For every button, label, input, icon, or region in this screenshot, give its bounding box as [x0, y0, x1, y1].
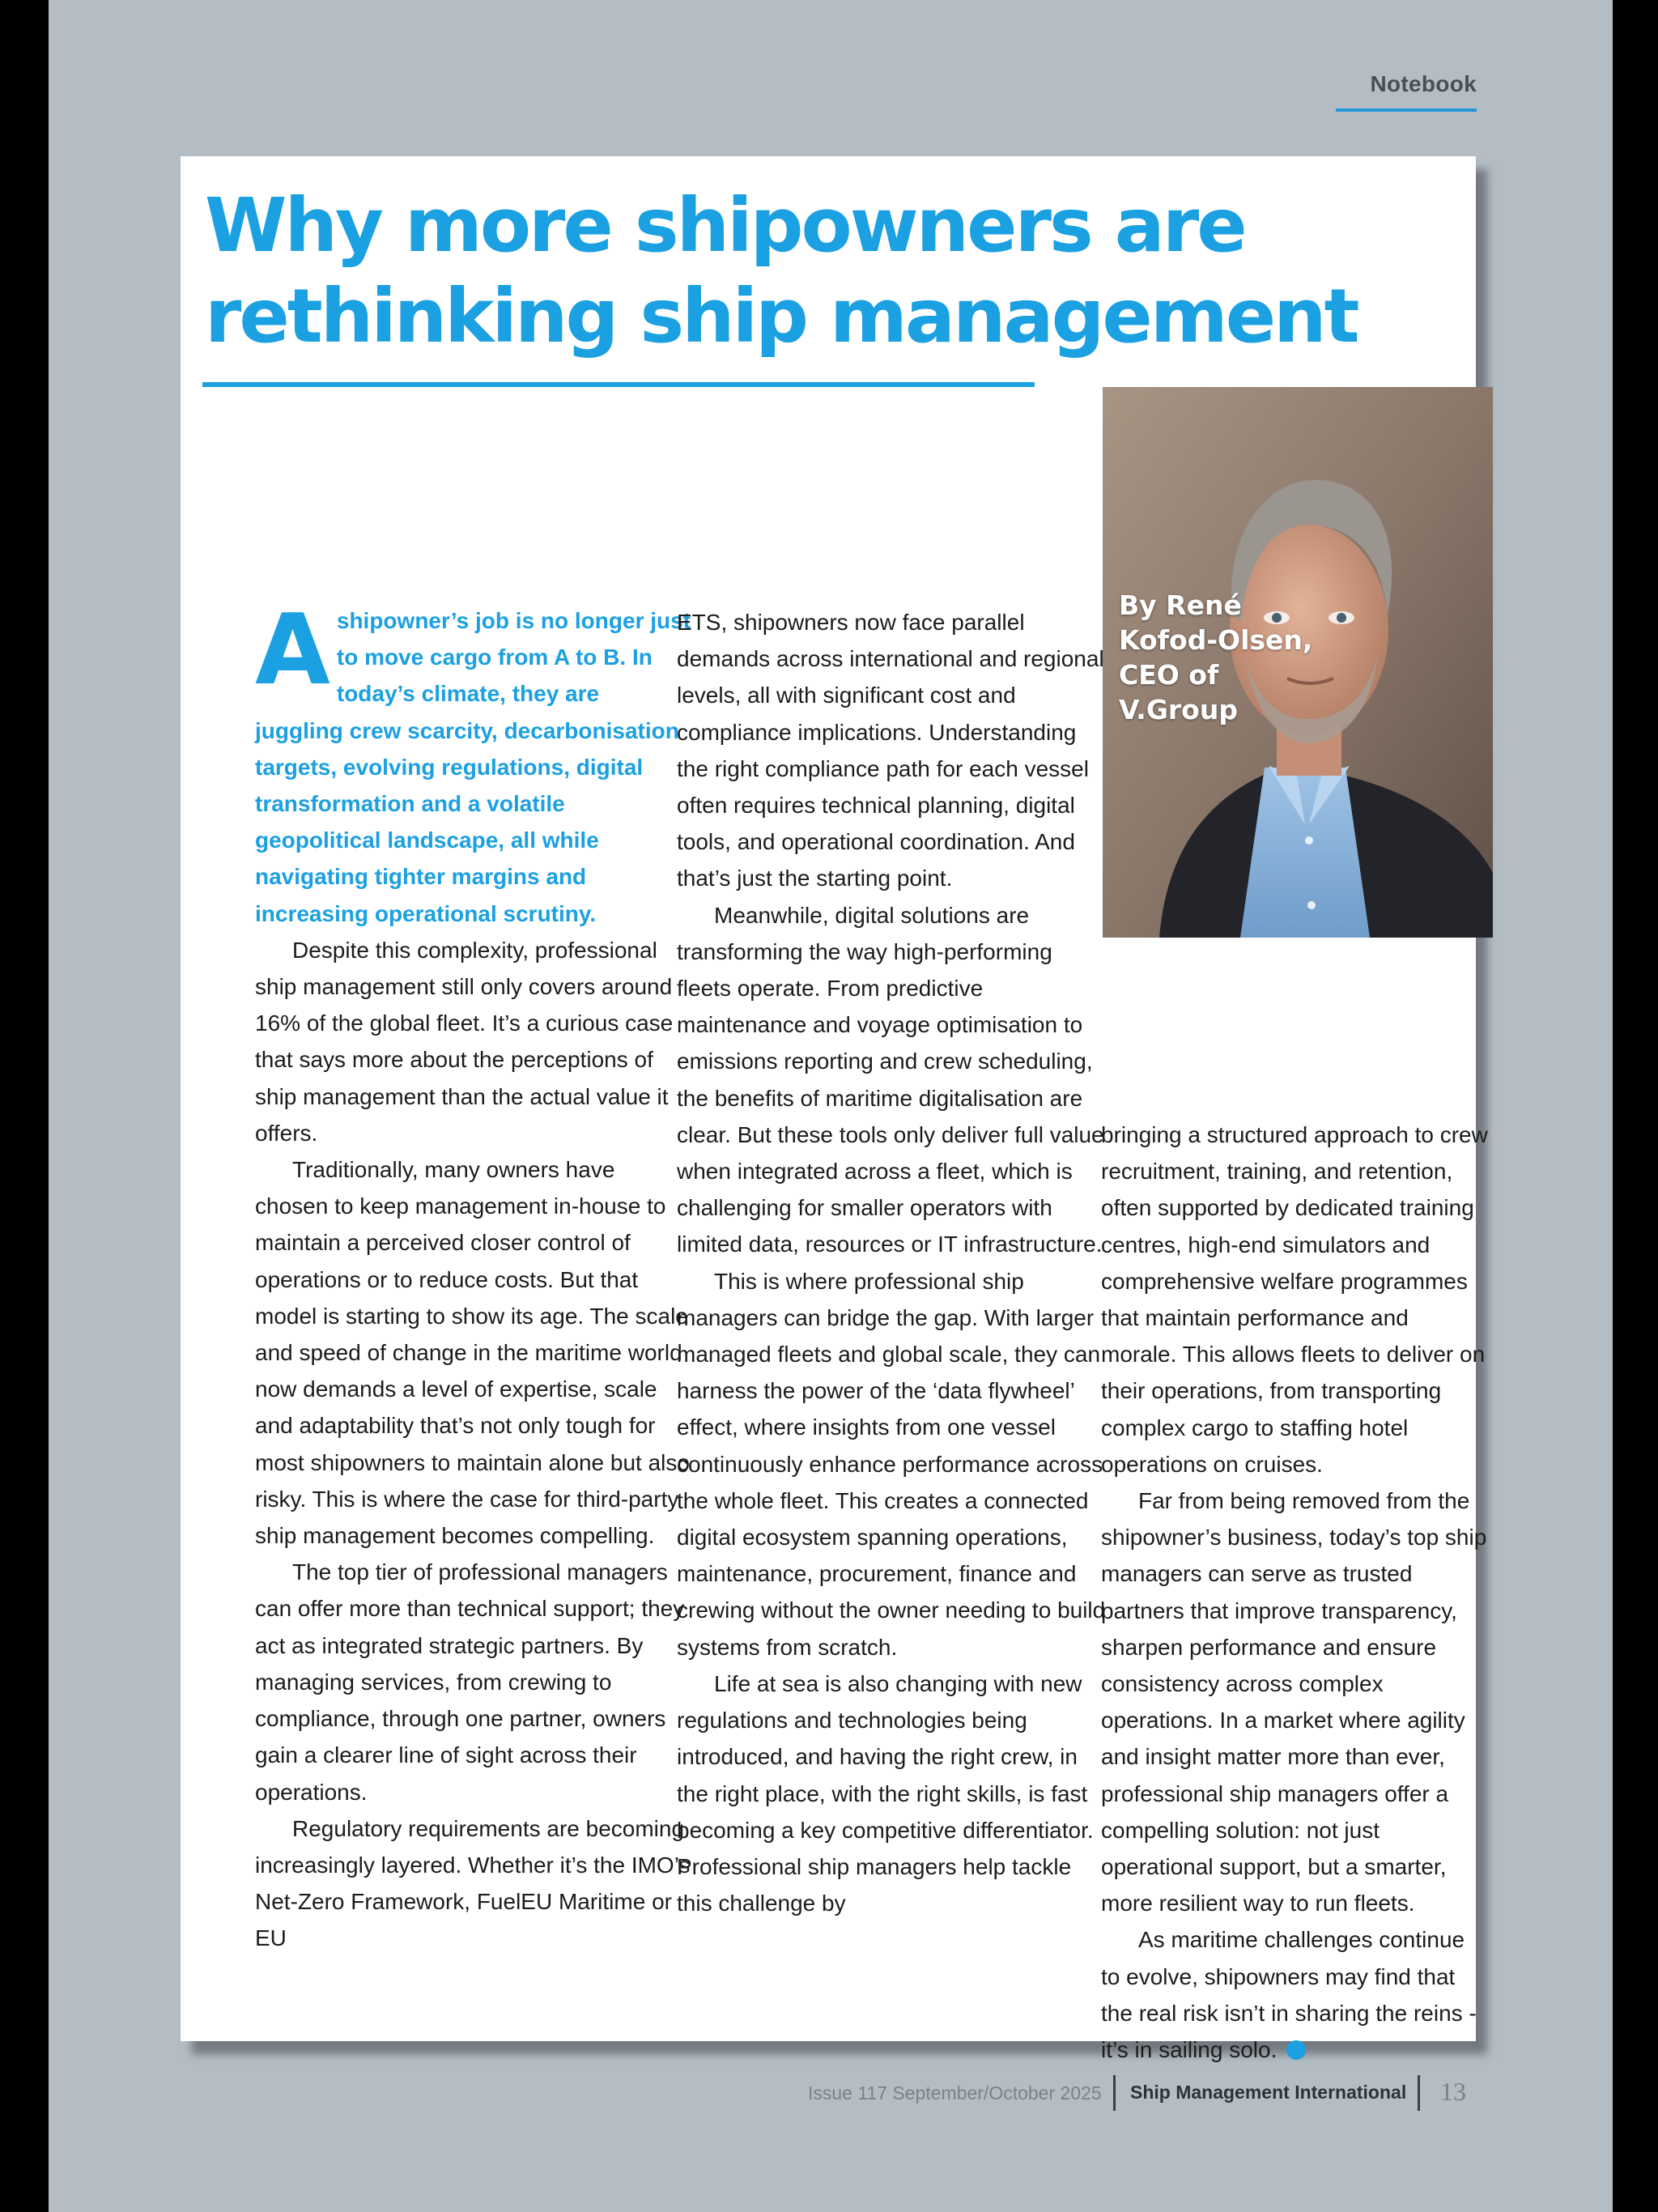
footer-divider	[1418, 2075, 1420, 2111]
paragraph: Meanwhile, digital solutions are transforming the way high-performing fleets operate. From predictive maintenance and voyage optimisation to emissions reporting and crew scheduling, the benefits of maritime digitalisation are clear. But these tools only deliver full value when integrated across a fleet, which is challenging for smaller operators with limited data, resources or IT infrastructure.	[677, 902, 1104, 1257]
paragraph: This is where professional ship managers can bridge the gap. With larger managed fleets and global scale, they can harness the power of the ‘data flywheel’ effect, where insights from one vessel continuously enhance performance across the whole fleet. This creates a connected digital ecosystem spanning operations, maintenance, procurement, finance and crewing without the owner needing to build systems from scratch.	[677, 1268, 1106, 1660]
article-column-1	[255, 594, 692, 1957]
closing-text: As maritime challenges continue to evolve, shipowners may find that the real risk isn’t in sharing the reins - it’s in sailing solo.	[1101, 1927, 1477, 2063]
author-byline: By René Kofod-Olsen, CEO of V.Group	[1119, 589, 1313, 725]
headline-rule	[202, 382, 1035, 387]
paragraph: Far from being removed from the shipowner’s business, today’s top ship managers can serve as trusted partners that improve transparency, sharpen performance and ensure consistency across complex operations. In a market where agility and insight matter more than ever, professional ship managers offer a compelling solution: not just operational support, but a smarter, more resilient way to run fleets.	[1101, 1488, 1487, 1916]
paragraph: Despite this complexity, professional ship management still only covers around 16% of the global fleet. It’s a curious case that says more about the perceptions of ship management than the actual value it offers.	[255, 937, 674, 1146]
lead-text: shipowner’s job is no longer just to move cargo from A to B. In today’s climate, they are juggling crew scarcity, decarbonisation targets, evolving regulations, digital transformation and a volatile geopolitical landscape, all while navigating tighter margins and increasing operational scrutiny.	[255, 608, 691, 926]
paragraph: ETS, shipowners now face parallel demands across international and regional levels, all with significant cost and compliance implications. Understanding the right compliance path for each vessel often requires technical planning, digital tools, and operational coordination. And that’s just the starting point.	[677, 610, 1104, 891]
footer-publication: Ship Management International	[1130, 2082, 1407, 2103]
footer-divider	[1113, 2075, 1116, 2111]
magazine-page	[49, 0, 1613, 2212]
section-label: Notebook	[1370, 71, 1477, 96]
section-underline	[1336, 108, 1477, 112]
drop-cap: A	[255, 594, 330, 707]
article-column-3	[1101, 1117, 1490, 2068]
paragraph: bringing a structured approach to crew recruitment, training, and retention, often supported by dedicated training centres, high-end simulators and comprehensive welfare programmes that maintain performance and morale. This allows fleets to deliver on their operations, from transporting complex cargo to staffing hotel operations on cruises.	[1101, 1122, 1488, 1477]
paragraph: Traditionally, many owners have chosen to keep management in-house to maintain a perceived closer control of operations or to reduce costs. But that model is starting to show its age. The scale and speed of change in the maritime world now demands a level of expertise, scale and adaptability that’s not only tough for most shipowners to maintain alone but also risky. This is where the case for third-party ship management becomes compelling.	[255, 1157, 690, 1549]
article-headline: Why more shipowners are rethinking ship management	[205, 182, 1358, 359]
paragraph: Life at sea is also changing with new regulations and technologies being introduced, and having the right crew, in the right place, with the right skills, is fast becoming a key competitive differentiator. Professional ship managers help tackle this challenge by	[677, 1670, 1094, 1916]
paragraph: Regulatory requirements are becoming increasingly layered. Whether it’s the IMO’s Net-Zero Framework, FuelEU Maritime or EU	[255, 1815, 691, 1951]
article-column-2	[677, 604, 1106, 1921]
end-mark-icon	[1286, 2040, 1306, 2060]
article-card	[181, 156, 1488, 2063]
article-lead	[255, 594, 692, 932]
paragraph: The top tier of professional managers can offer more than technical support; they act as integrated strategic partners. By managing services, from crewing to compliance, through one partner, owners gain a clearer line of sight across their operations.	[255, 1559, 685, 1805]
paragraph	[1101, 1921, 1490, 2068]
footer-issue: Issue 117 September/October 2025	[808, 2082, 1102, 2104]
author-photo	[1103, 387, 1493, 938]
page-number: 13	[1440, 2077, 1466, 2106]
